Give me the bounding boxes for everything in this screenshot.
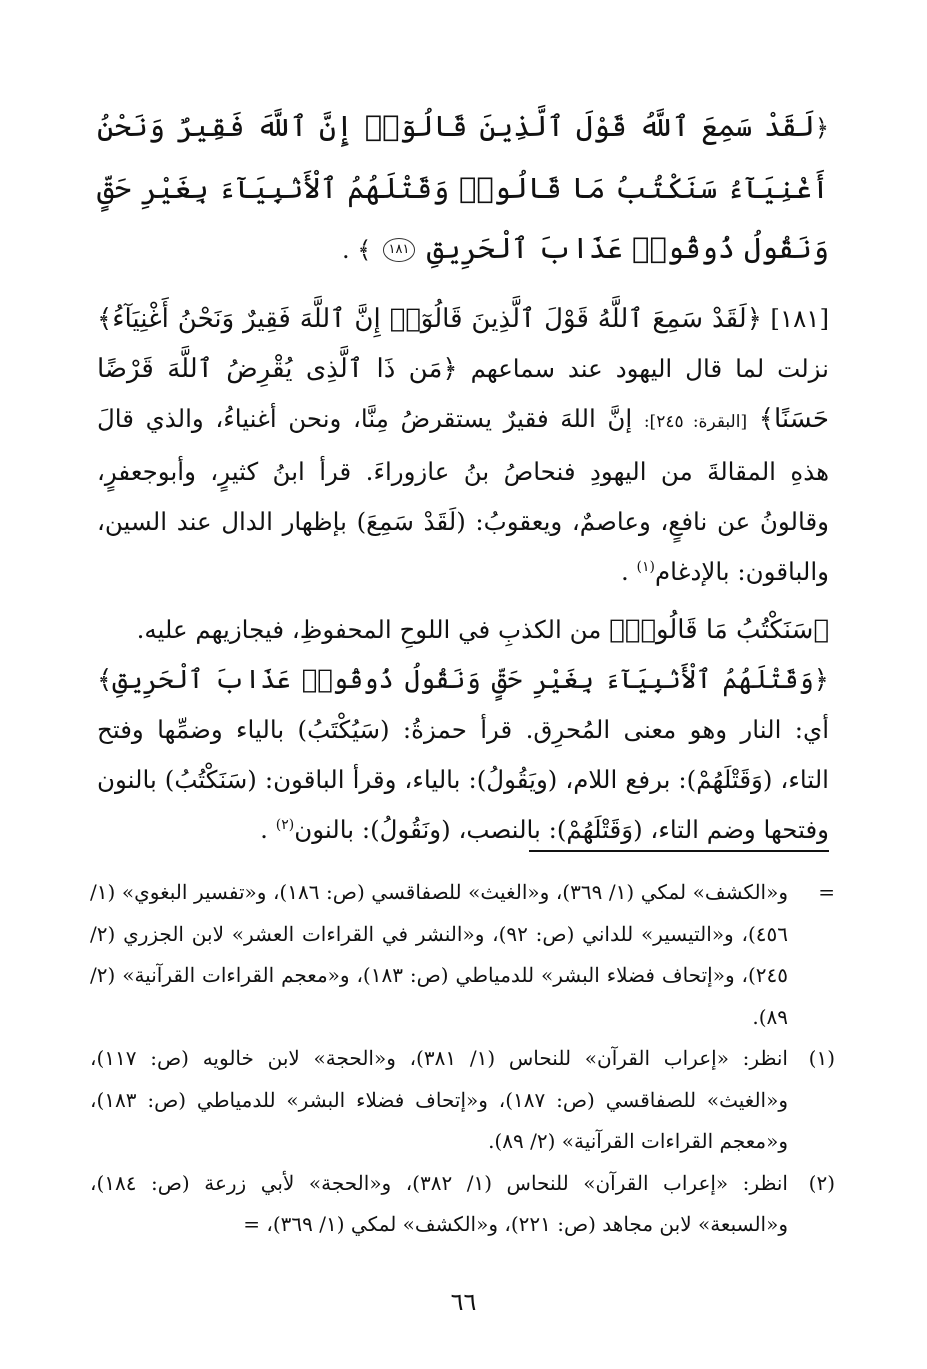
sentence-end: . (260, 815, 268, 844)
verse-number-ref: [١٨١] (770, 304, 829, 333)
footnote-2 (90, 1163, 835, 1246)
footnote-mark: (١) (808, 1046, 835, 1070)
surah-reference: [البقرة: ٢٤٥]: (643, 412, 748, 432)
footnote-mark: (٢) (808, 1170, 835, 1195)
footnote-continued (90, 872, 835, 1038)
verse-text: لَقَدْ سَمِعَ ٱللَّهُ قَوْلَ ٱلَّذِينَ قَالُوٓا۟ إِنَّ ٱللَّهَ فَقِيرٌ وَنَحْنُ أَغْنِيَآءُ سَنَكْتُبُ مَا قَالُوا۟ وَقَتْلَهُمُ ٱلْأَنۢبِيَآءَ بِغَيْرِ حَقٍّ وَنَقُولُ ذُوقُوا۟ عَذَابَ ٱلْحَرِيقِ (97, 109, 829, 265)
footnote-separator (529, 850, 829, 852)
footnote-ref-2[interactable]: (٢) (275, 816, 295, 833)
commentary-text: إنَّ اللهَ فقيرٌ يستقرضُ مِنَّا، ونحن أغنياءُ، والذي قالَ هذهِ المقالةَ من اليهودِ فنحاصُ بنُ عازوراءَ. قرأ ابنُ كثيرٍ، وأبوجعفرٍ، وقالونُ عن نافعٍ، وعاصمٌ، ويعقوبُ: (لَقَدْ سَمِعَ) بإظهار الدال عند السين، والباقون: بالإدغام (97, 404, 829, 586)
footnote-text: و«الكشف» لمكي (١/ ٣٦٩)، و«الغيث» للصفاقسي (ص: ١٨٦)، و«تفسير البغوي» (١/ ٤٥٦)، و«التيسير» للداني (ص: ٩٢)، و«النشر في القراءات العشر» لابن الجزري (٢/ ٢٤٥)، و«إتحاف فضلاء البشر» للدمياطي (ص: ١٨٣)، و«معجم القراءات القرآنية» (٢/ ٨٩). (90, 880, 789, 1029)
ayah-number-marker: ١٨١ (383, 238, 416, 262)
commentary-paragraph-qatlahum (97, 655, 829, 855)
footnote-mark: = (818, 880, 835, 904)
footnote-text: انظر: «إعراب القرآن» للنحاس (١/ ٣٨٢)، و«الحجة» لأبي زرعة (ص: ١٨٤)، و«السبعة» لابن مجاهد (ص: ٢٢١)، و«الكشف» لمكي (١/ ٣٦٩)، = (90, 1170, 788, 1236)
footnote-text: انظر: «إعراب القرآن» للنحاس (١/ ٣٨١)، و«الحجة» لابن خالويه (ص: ١١٧)، و«الغيث» للصفاقسي (ص: ١٨٧)، و«إتحاف فضلاء البشر» للدمياطي (ص: ١٨٣)، و«معجم القراءات القرآنية» (٢/ ٨٩). (90, 1046, 788, 1153)
quoted-verse: ﴿وَقَتْلَهُمُ ٱلْأَنۢبِيَآءَ بِغَيْرِ حَقٍّ وَنَقُولُ ذُوقُوا۟ عَذَابَ ٱلْحَرِيقِ﴾ (97, 665, 829, 695)
commentary-text: نزلت لما قال اليهود عند سماعهم (470, 354, 829, 383)
quoted-verse: ﴿لَقَدْ سَمِعَ ٱللَّهُ قَوْلَ ٱلَّذِينَ قَالُوٓا۟ إِنَّ ٱللَّهَ فَقِيرٌ وَنَحْنُ أَغْنِيَآءُ﴾ (97, 304, 762, 334)
verse-open-brace: ﴿ (814, 114, 829, 142)
commentary-paragraph-sanaktubu (97, 605, 829, 655)
footnote-ref-1[interactable]: (١) (636, 558, 656, 575)
page-number: ٦٦ (450, 1288, 477, 1316)
commentary-text: من الكذبِ في اللوحِ المحفوظِ، فيجازيهم عليه. (136, 615, 602, 644)
main-text (97, 96, 829, 855)
quoted-verse: ﴿سَنَكْتُبُ مَا قَالُوا۟﴾ (609, 615, 829, 645)
commentary-paragraph-181 (97, 294, 829, 597)
quran-verse (97, 96, 829, 280)
commentary-text: أي: النار وهو معنى المُحرِق. قرأ حمزةُ: (سَيُكْتَبُ) بالياء وضمِّها وفتح التاء، (وَقَتْلَهُمْ): برفع اللام، (ويَقُولُ): بالياء، وقرأ الباقون: (سَنَكْتُبُ) بالنون وفتحها وضم التاء، (وَقَتْلَهُمْ): بالنصب، (ونَقُولُ): بالنون (97, 715, 829, 844)
quoted-verse-baqarah: ﴿مَن ذَا ٱلَّذِى يُقْرِضُ ٱللَّهَ قَرْضًا حَسَنًا﴾ (97, 354, 829, 434)
footnotes (90, 872, 835, 1246)
sentence-end: . (620, 557, 629, 586)
verse-close-brace: ﴾ . (341, 236, 372, 264)
footnote-1 (90, 1038, 835, 1163)
